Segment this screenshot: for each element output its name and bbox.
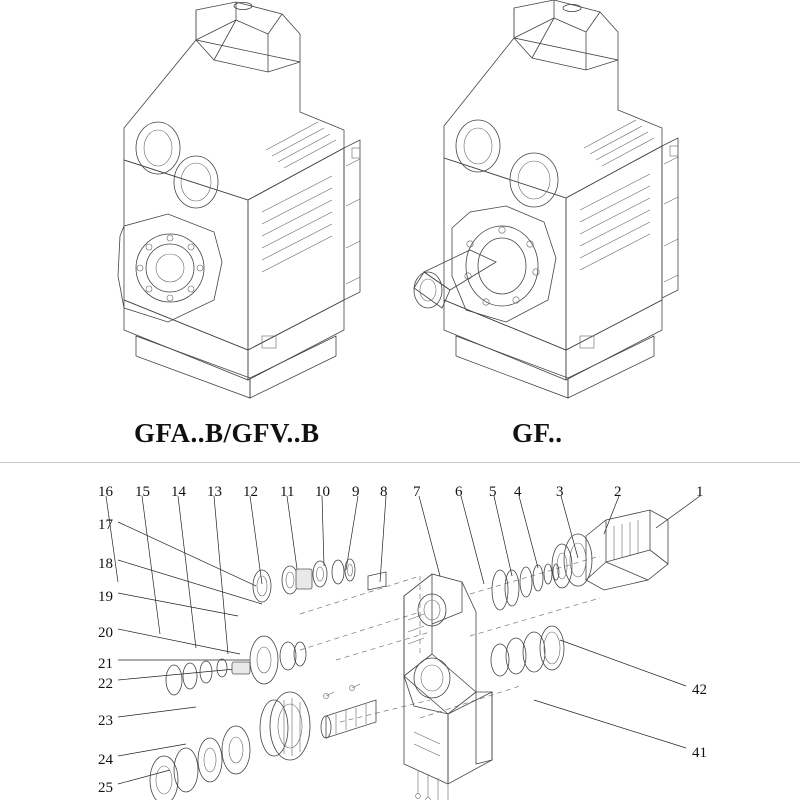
caption-right: GF.. [512,418,563,448]
part-label-19: 19 [98,589,113,605]
part-label-13: 13 [207,484,222,500]
part-label-42: 42 [692,682,707,698]
part-label-9: 9 [352,484,360,500]
exploded-view-svg [0,464,800,800]
part-label-4: 4 [514,484,522,500]
caption-left: GFA..B/GFV..B [134,418,320,448]
part-label-6: 6 [455,484,463,500]
part-label-5: 5 [489,484,497,500]
gearbox-view-right [414,0,678,398]
part-label-25: 25 [98,780,113,796]
gear-housing-core [404,574,492,800]
part-label-21: 21 [98,656,113,672]
part-label-24: 24 [98,752,113,768]
shaft-train-lower [150,684,376,800]
part-label-15: 15 [135,484,150,500]
part-label-20: 20 [98,625,113,641]
part-label-14: 14 [171,484,186,500]
part-label-2: 2 [614,484,622,500]
shaft-train-upper [253,559,386,602]
gearbox-view-left [118,2,360,398]
exploded-view [0,464,800,800]
part-label-41: 41 [692,745,707,761]
ring-stack-right [491,564,564,676]
part-label-17: 17 [98,517,113,533]
part-label-11: 11 [280,484,295,500]
leader-lines-left [118,522,262,784]
leader-lines-right [534,640,686,748]
part-label-22: 22 [98,676,113,692]
part-label-18: 18 [98,556,113,572]
shaft-train-middle [166,636,306,695]
part-label-23: 23 [98,713,113,729]
part-label-8: 8 [380,484,388,500]
motor-assembly [552,510,668,590]
part-label-1: 1 [696,484,704,500]
section-divider [0,462,800,463]
part-label-10: 10 [315,484,330,500]
leader-lines-top [106,496,700,654]
part-label-3: 3 [556,484,564,500]
part-label-12: 12 [243,484,258,500]
part-label-16: 16 [98,484,113,500]
part-label-7: 7 [413,484,421,500]
